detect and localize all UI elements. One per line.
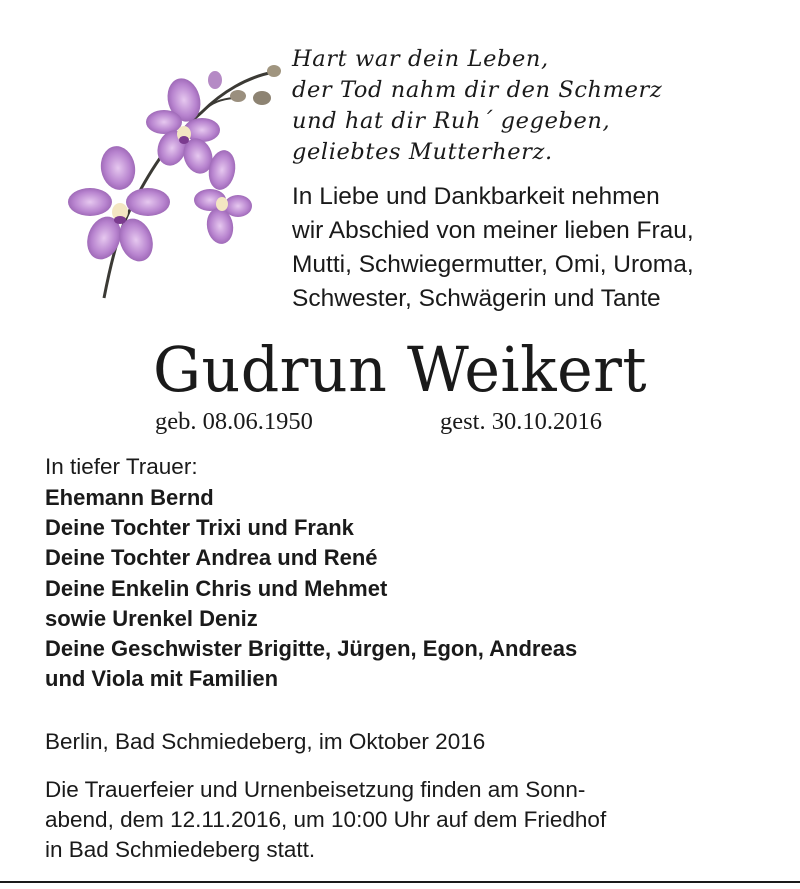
farewell-intro bbox=[292, 180, 792, 316]
life-dates bbox=[0, 406, 800, 438]
mourner-entry: Ehemann Bernd bbox=[45, 485, 214, 510]
ceremony-line: abend, dem 12.11.2016, um 10:00 Uhr auf dem Friedhof bbox=[45, 807, 607, 832]
intro-line: Schwester, Schwägerin und Tante bbox=[292, 285, 661, 312]
mourner-entry: Deine Tochter Andrea und René bbox=[45, 545, 378, 571]
bottom-border-rule bbox=[0, 881, 800, 883]
death-date: gest. 30.10.2016 bbox=[440, 408, 602, 435]
mourner-entry: Deine Enkelin Chris und Mehmet bbox=[45, 575, 388, 601]
birth-date: geb. 08.06.1950 bbox=[155, 408, 313, 435]
bud-icon bbox=[253, 91, 271, 105]
poem-verse bbox=[292, 44, 792, 168]
ceremony-notice bbox=[45, 775, 765, 865]
intro-line: wir Abschied von meiner lieben Frau, bbox=[292, 217, 694, 244]
mourner-entry: sowie Urenkel Deniz bbox=[45, 605, 258, 631]
poem-line: Hart war dein Leben, bbox=[292, 46, 549, 72]
mourners-list bbox=[45, 483, 577, 694]
intro-line: Mutti, Schwiegermutter, Omi, Uroma, bbox=[292, 251, 694, 278]
mourner-entry: Deine Tochter Trixi und Frank bbox=[45, 515, 354, 541]
bud-icon bbox=[208, 71, 222, 89]
bud-icon bbox=[267, 65, 281, 77]
mourner-entry: und Viola mit Familien bbox=[45, 666, 279, 692]
orchid-flower-icon bbox=[68, 143, 170, 266]
ceremony-line: Die Trauerfeier und Urnenbeisetzung finden am Sonn- bbox=[45, 777, 586, 802]
poem-line: der Tod nahm dir den Schmerz bbox=[292, 77, 663, 103]
mourner-entry: Deine Geschwister Brigitte, Jürgen, Egon, Andreas bbox=[45, 636, 578, 662]
mourners-heading: In tiefer Trauer: bbox=[45, 454, 198, 479]
deceased-name: Gudrun Weikert bbox=[152, 333, 648, 406]
orchid-illustration bbox=[52, 52, 284, 304]
place-and-date: Berlin, Bad Schmiedeberg, im Oktober 2016 bbox=[45, 729, 486, 754]
poem-line: geliebtes Mutterherz. bbox=[292, 139, 553, 165]
ceremony-line: in Bad Schmiedeberg statt. bbox=[45, 837, 316, 862]
intro-line: In Liebe und Dankbarkeit nehmen bbox=[292, 183, 660, 210]
poem-line: und hat dir Ruh´ gegeben, bbox=[292, 108, 611, 134]
bud-icon bbox=[230, 90, 246, 102]
